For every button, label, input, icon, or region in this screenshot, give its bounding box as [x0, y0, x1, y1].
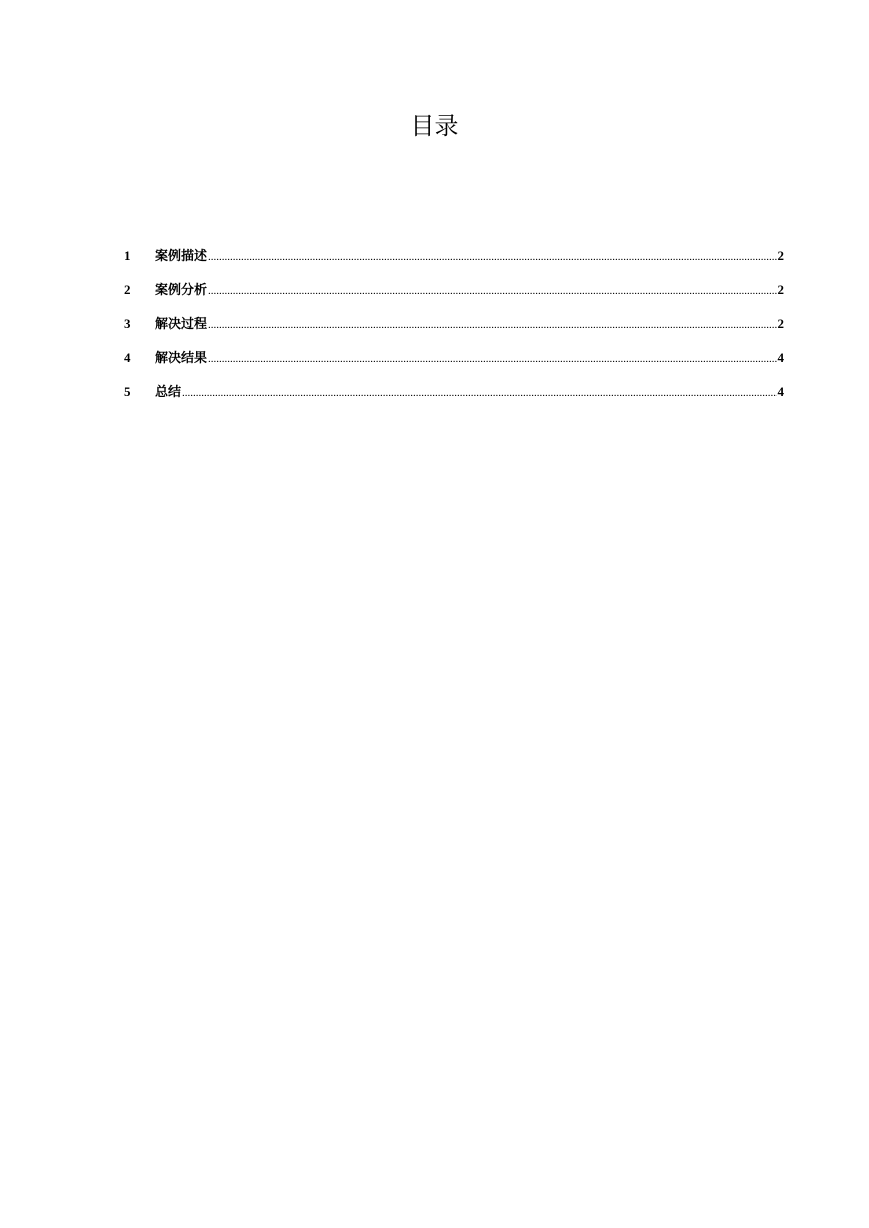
- toc-entry[interactable]: [124, 348, 784, 382]
- toc-title: 目录: [410, 112, 459, 140]
- toc-dot-leader: [182, 383, 776, 403]
- toc-entry-number: 1: [124, 248, 131, 263]
- toc-dot-leader: [208, 349, 776, 369]
- table-of-contents: [124, 246, 784, 416]
- toc-entry-text: 案例分析: [155, 283, 208, 298]
- toc-entry-number: 3: [124, 316, 131, 331]
- toc-entry-page: 4: [777, 350, 784, 365]
- toc-entry-page: 2: [777, 282, 784, 297]
- toc-dot-leader: [208, 247, 776, 267]
- toc-entry-text: 解决结果: [155, 351, 208, 366]
- toc-entry-page: 2: [777, 316, 784, 331]
- toc-entry-number: 4: [124, 350, 131, 365]
- toc-entry-number: 5: [124, 384, 131, 399]
- toc-entry-text: 案例描述: [155, 249, 208, 264]
- toc-entry-text: 总结: [155, 385, 182, 400]
- toc-entry-text: 解决过程: [155, 317, 208, 332]
- toc-entry[interactable]: [124, 246, 784, 280]
- toc-dot-leader: [208, 315, 776, 335]
- toc-entry-page: 4: [777, 384, 784, 399]
- toc-entry-number: 2: [124, 282, 131, 297]
- toc-dot-leader: [208, 281, 776, 301]
- toc-entry[interactable]: [124, 280, 784, 314]
- toc-entry-page: 2: [777, 248, 784, 263]
- toc-entry[interactable]: [124, 382, 784, 416]
- toc-entry[interactable]: [124, 314, 784, 348]
